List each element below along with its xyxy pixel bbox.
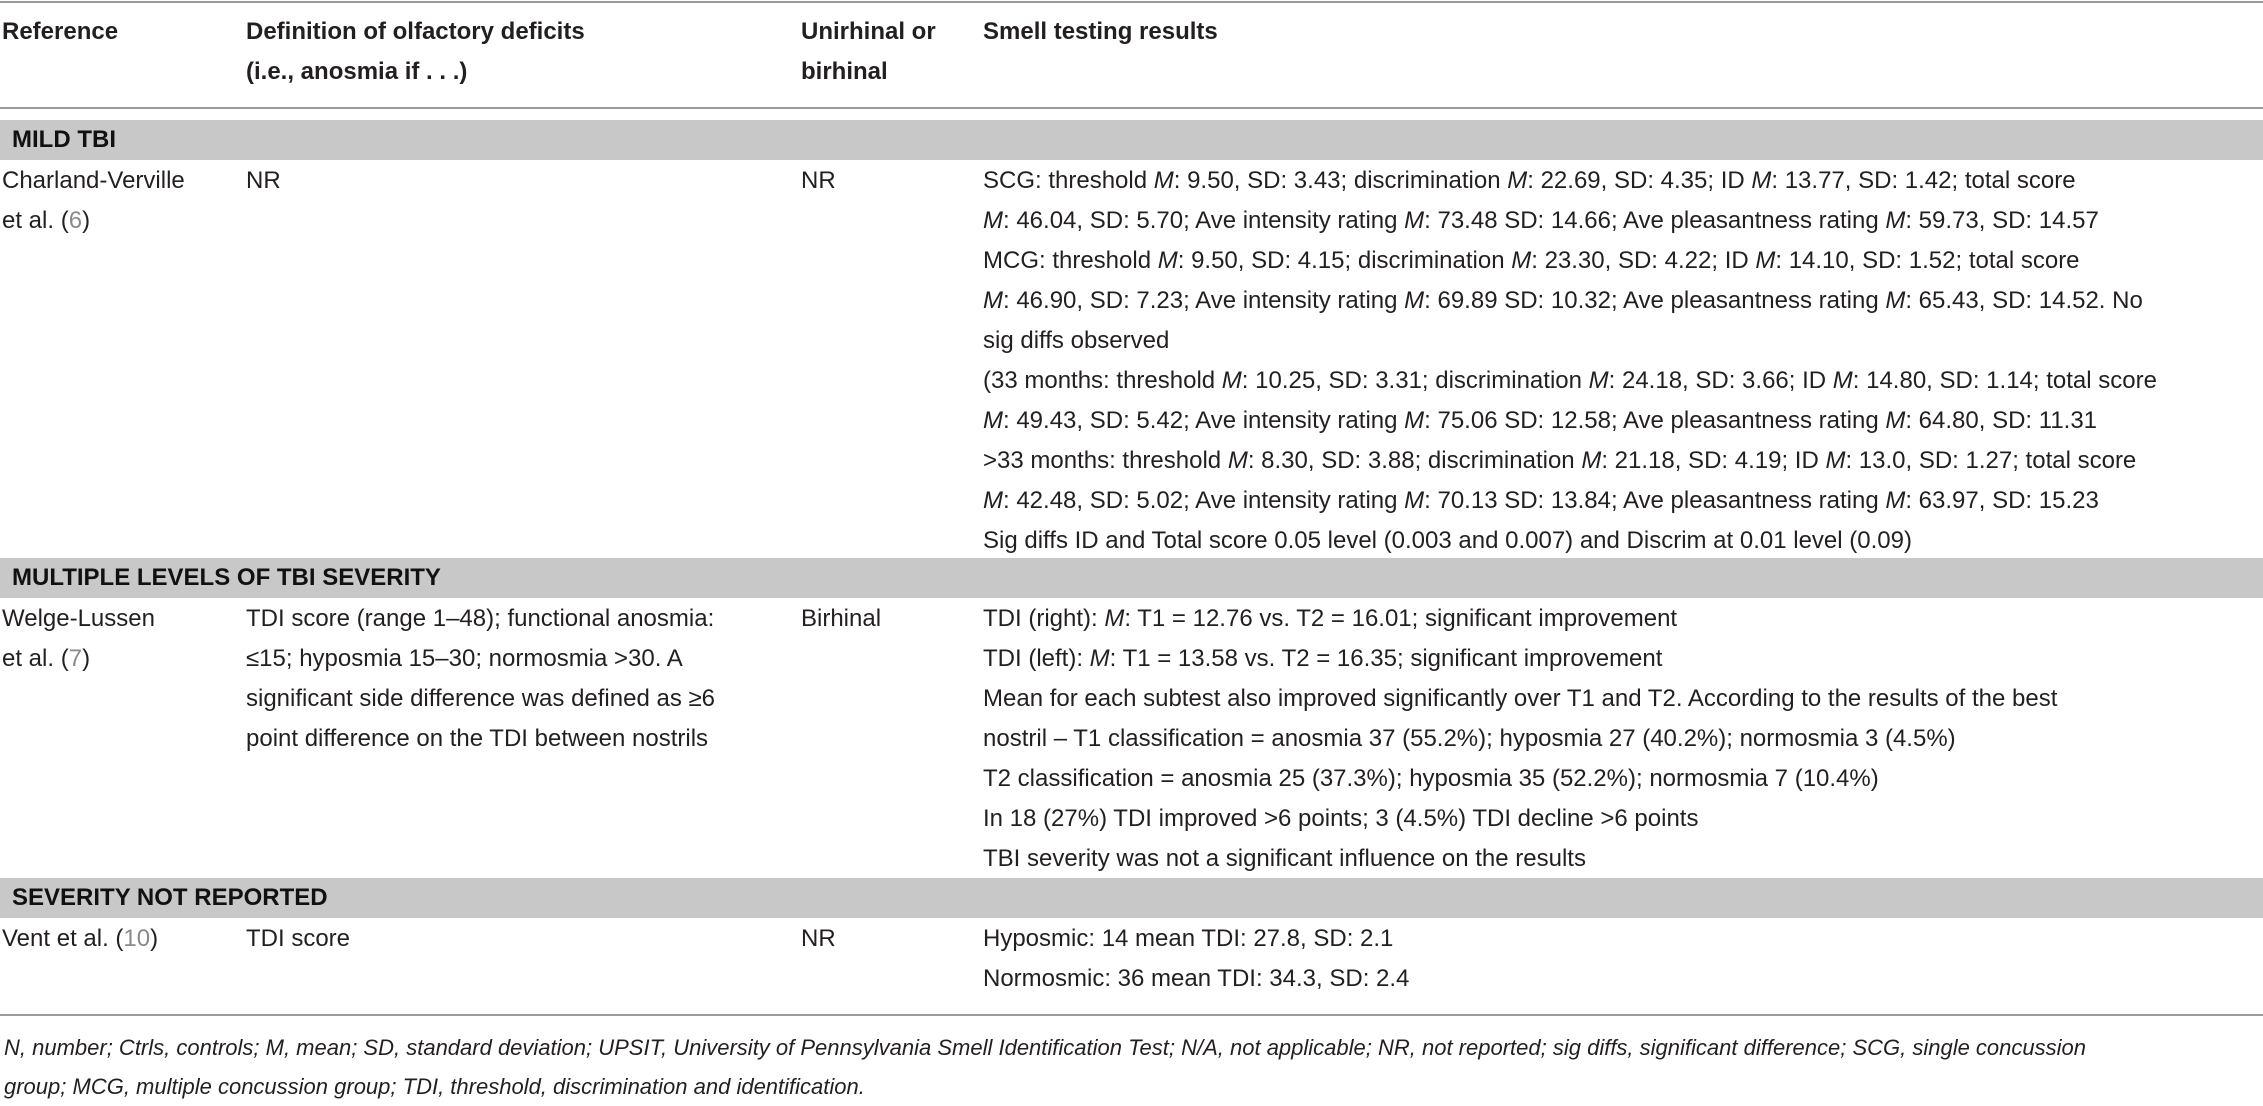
top-rule bbox=[0, 1, 2263, 3]
table-footnote bbox=[4, 1028, 2086, 1106]
results-line: nostril – T1 classification = anosmia 37 (55.2%); hyposmia 27 (40.2%); normosmia 3 (4.5%) bbox=[983, 725, 1956, 752]
definition-line: significant side difference was defined as ≥6 bbox=[246, 685, 716, 712]
definition-line: TDI score (range 1–48); functional anosmia: bbox=[246, 605, 715, 632]
results-line: sig diffs observed bbox=[983, 327, 1170, 354]
results-line: M: 49.43, SD: 5.42; Ave intensity rating M: 75.06 SD: 12.58; Ave pleasantness rating M: 64.80, SD: 11.31 bbox=[983, 407, 2098, 434]
results-line: M: 42.48, SD: 5.02; Ave intensity rating M: 70.13 SD: 13.84; Ave pleasantness rating M: 63.97, SD: 15.23 bbox=[983, 487, 2099, 514]
results-cell bbox=[983, 599, 2057, 879]
results-line: TBI severity was not a significant influence on the results bbox=[983, 845, 1586, 872]
unirhinal-cell: Birhinal bbox=[801, 605, 882, 632]
results-cell bbox=[983, 161, 2157, 561]
results-line: In 18 (27%) TDI improved >6 points; 3 (4.5%) TDI decline >6 points bbox=[983, 805, 1699, 832]
results-line: T2 classification = anosmia 25 (37.3%); hyposmia 35 (52.2%); normosmia 7 (10.4%) bbox=[983, 765, 1879, 792]
citation-link[interactable]: 6 bbox=[68, 207, 83, 234]
definition-cell bbox=[246, 919, 350, 959]
section-band-severity-not-reported bbox=[0, 878, 2263, 918]
reference-line: et al. (6) bbox=[2, 207, 91, 234]
section-band-mild-tbi bbox=[0, 120, 2263, 160]
header-definition bbox=[246, 12, 585, 92]
section-label: SEVERITY NOT REPORTED bbox=[12, 884, 328, 911]
reference-text: et al. ( bbox=[2, 207, 69, 234]
reference-line: Welge-Lussen bbox=[2, 605, 155, 632]
citation-link[interactable]: 10 bbox=[123, 925, 151, 952]
header-unirhinal-line-2: birhinal bbox=[801, 58, 888, 85]
results-line: M: 46.90, SD: 7.23; Ave intensity rating M: 69.89 SD: 10.32; Ave pleasantness rating M: 65.43, SD: 14.52. No bbox=[983, 287, 2143, 314]
results-line: MCG: threshold M: 9.50, SD: 4.15; discrimination M: 23.30, SD: 4.22; ID M: 14.10, SD: 1.52; total score bbox=[983, 247, 2080, 274]
results-line: M: 46.04, SD: 5.70; Ave intensity rating M: 73.48 SD: 14.66; Ave pleasantness rating M: 59.73, SD: 14.57 bbox=[983, 207, 2099, 234]
header-definition-line-1: Definition of olfactory deficits bbox=[246, 18, 585, 45]
bottom-rule bbox=[0, 1014, 2263, 1016]
header-results: Smell testing results bbox=[983, 18, 1218, 45]
footnote-line-2: group; MCG, multiple concussion group; TDI, threshold, discrimination and identification. bbox=[4, 1074, 865, 1099]
header-unirhinal-line-1: Unirhinal or bbox=[801, 18, 936, 45]
header-rule bbox=[0, 107, 2263, 109]
definition-cell bbox=[246, 599, 715, 759]
results-cell bbox=[983, 919, 1409, 999]
section-band-multiple-levels bbox=[0, 558, 2263, 598]
section-label: MILD TBI bbox=[12, 126, 116, 153]
results-line: >33 months: threshold M: 8.30, SD: 3.88; discrimination M: 21.18, SD: 4.19; ID M: 13.0, SD: 1.27; total score bbox=[983, 447, 2137, 474]
results-line: Mean for each subtest also improved significantly over T1 and T2. According to the results of the best bbox=[983, 685, 2058, 712]
section-label: MULTIPLE LEVELS OF TBI SEVERITY bbox=[12, 564, 441, 591]
header-definition-line-2: (i.e., anosmia if . . .) bbox=[246, 58, 468, 85]
results-line: SCG: threshold M: 9.50, SD: 3.43; discrimination M: 22.69, SD: 4.35; ID M: 13.77, SD: 1.42; total score bbox=[983, 167, 2076, 194]
reference-cell bbox=[2, 919, 158, 959]
header-unirhinal bbox=[801, 12, 936, 92]
reference-cell bbox=[2, 599, 155, 679]
definition-line: NR bbox=[246, 167, 281, 194]
definition-line: ≤15; hyposmia 15–30; normosmia >30. A bbox=[246, 645, 683, 672]
definition-line: TDI score bbox=[246, 925, 351, 952]
unirhinal-cell: NR bbox=[801, 167, 836, 194]
results-line: TDI (right): M: T1 = 12.76 vs. T2 = 16.01; significant improvement bbox=[983, 605, 1678, 632]
results-line: Hyposmic: 14 mean TDI: 27.8, SD: 2.1 bbox=[983, 925, 1394, 952]
results-line: TDI (left): M: T1 = 13.58 vs. T2 = 16.35; significant improvement bbox=[983, 645, 1663, 672]
reference-line: Charland-Verville bbox=[2, 167, 185, 194]
reference-cell bbox=[2, 161, 185, 241]
definition-cell bbox=[246, 161, 281, 201]
results-line: Sig diffs ID and Total score 0.05 level (0.003 and 0.007) and Discrim at 0.01 level (0.09) bbox=[983, 527, 1912, 554]
definition-line: point difference on the TDI between nostrils bbox=[246, 725, 709, 752]
reference-line: Vent et al. (10) bbox=[2, 925, 159, 952]
header-reference: Reference bbox=[2, 18, 119, 45]
reference-text: Vent et al. ( bbox=[2, 925, 124, 952]
reference-text: et al. ( bbox=[2, 645, 69, 672]
results-line: Normosmic: 36 mean TDI: 34.3, SD: 2.4 bbox=[983, 965, 1410, 992]
reference-line: et al. (7) bbox=[2, 645, 91, 672]
footnote-line-1: N, number; Ctrls, controls; M, mean; SD, standard deviation; UPSIT, University of Pennsylvania Smell Identification Test; N/A, not applicable; NR, not reported; sig diffs, significant difference; SCG, single concussion bbox=[4, 1035, 2086, 1060]
results-line: (33 months: threshold M: 10.25, SD: 3.31; discrimination M: 24.18, SD: 3.66; ID M: 14.80, SD: 1.14; total score bbox=[983, 367, 2157, 394]
citation-link[interactable]: 7 bbox=[68, 645, 83, 672]
unirhinal-cell: NR bbox=[801, 925, 836, 952]
